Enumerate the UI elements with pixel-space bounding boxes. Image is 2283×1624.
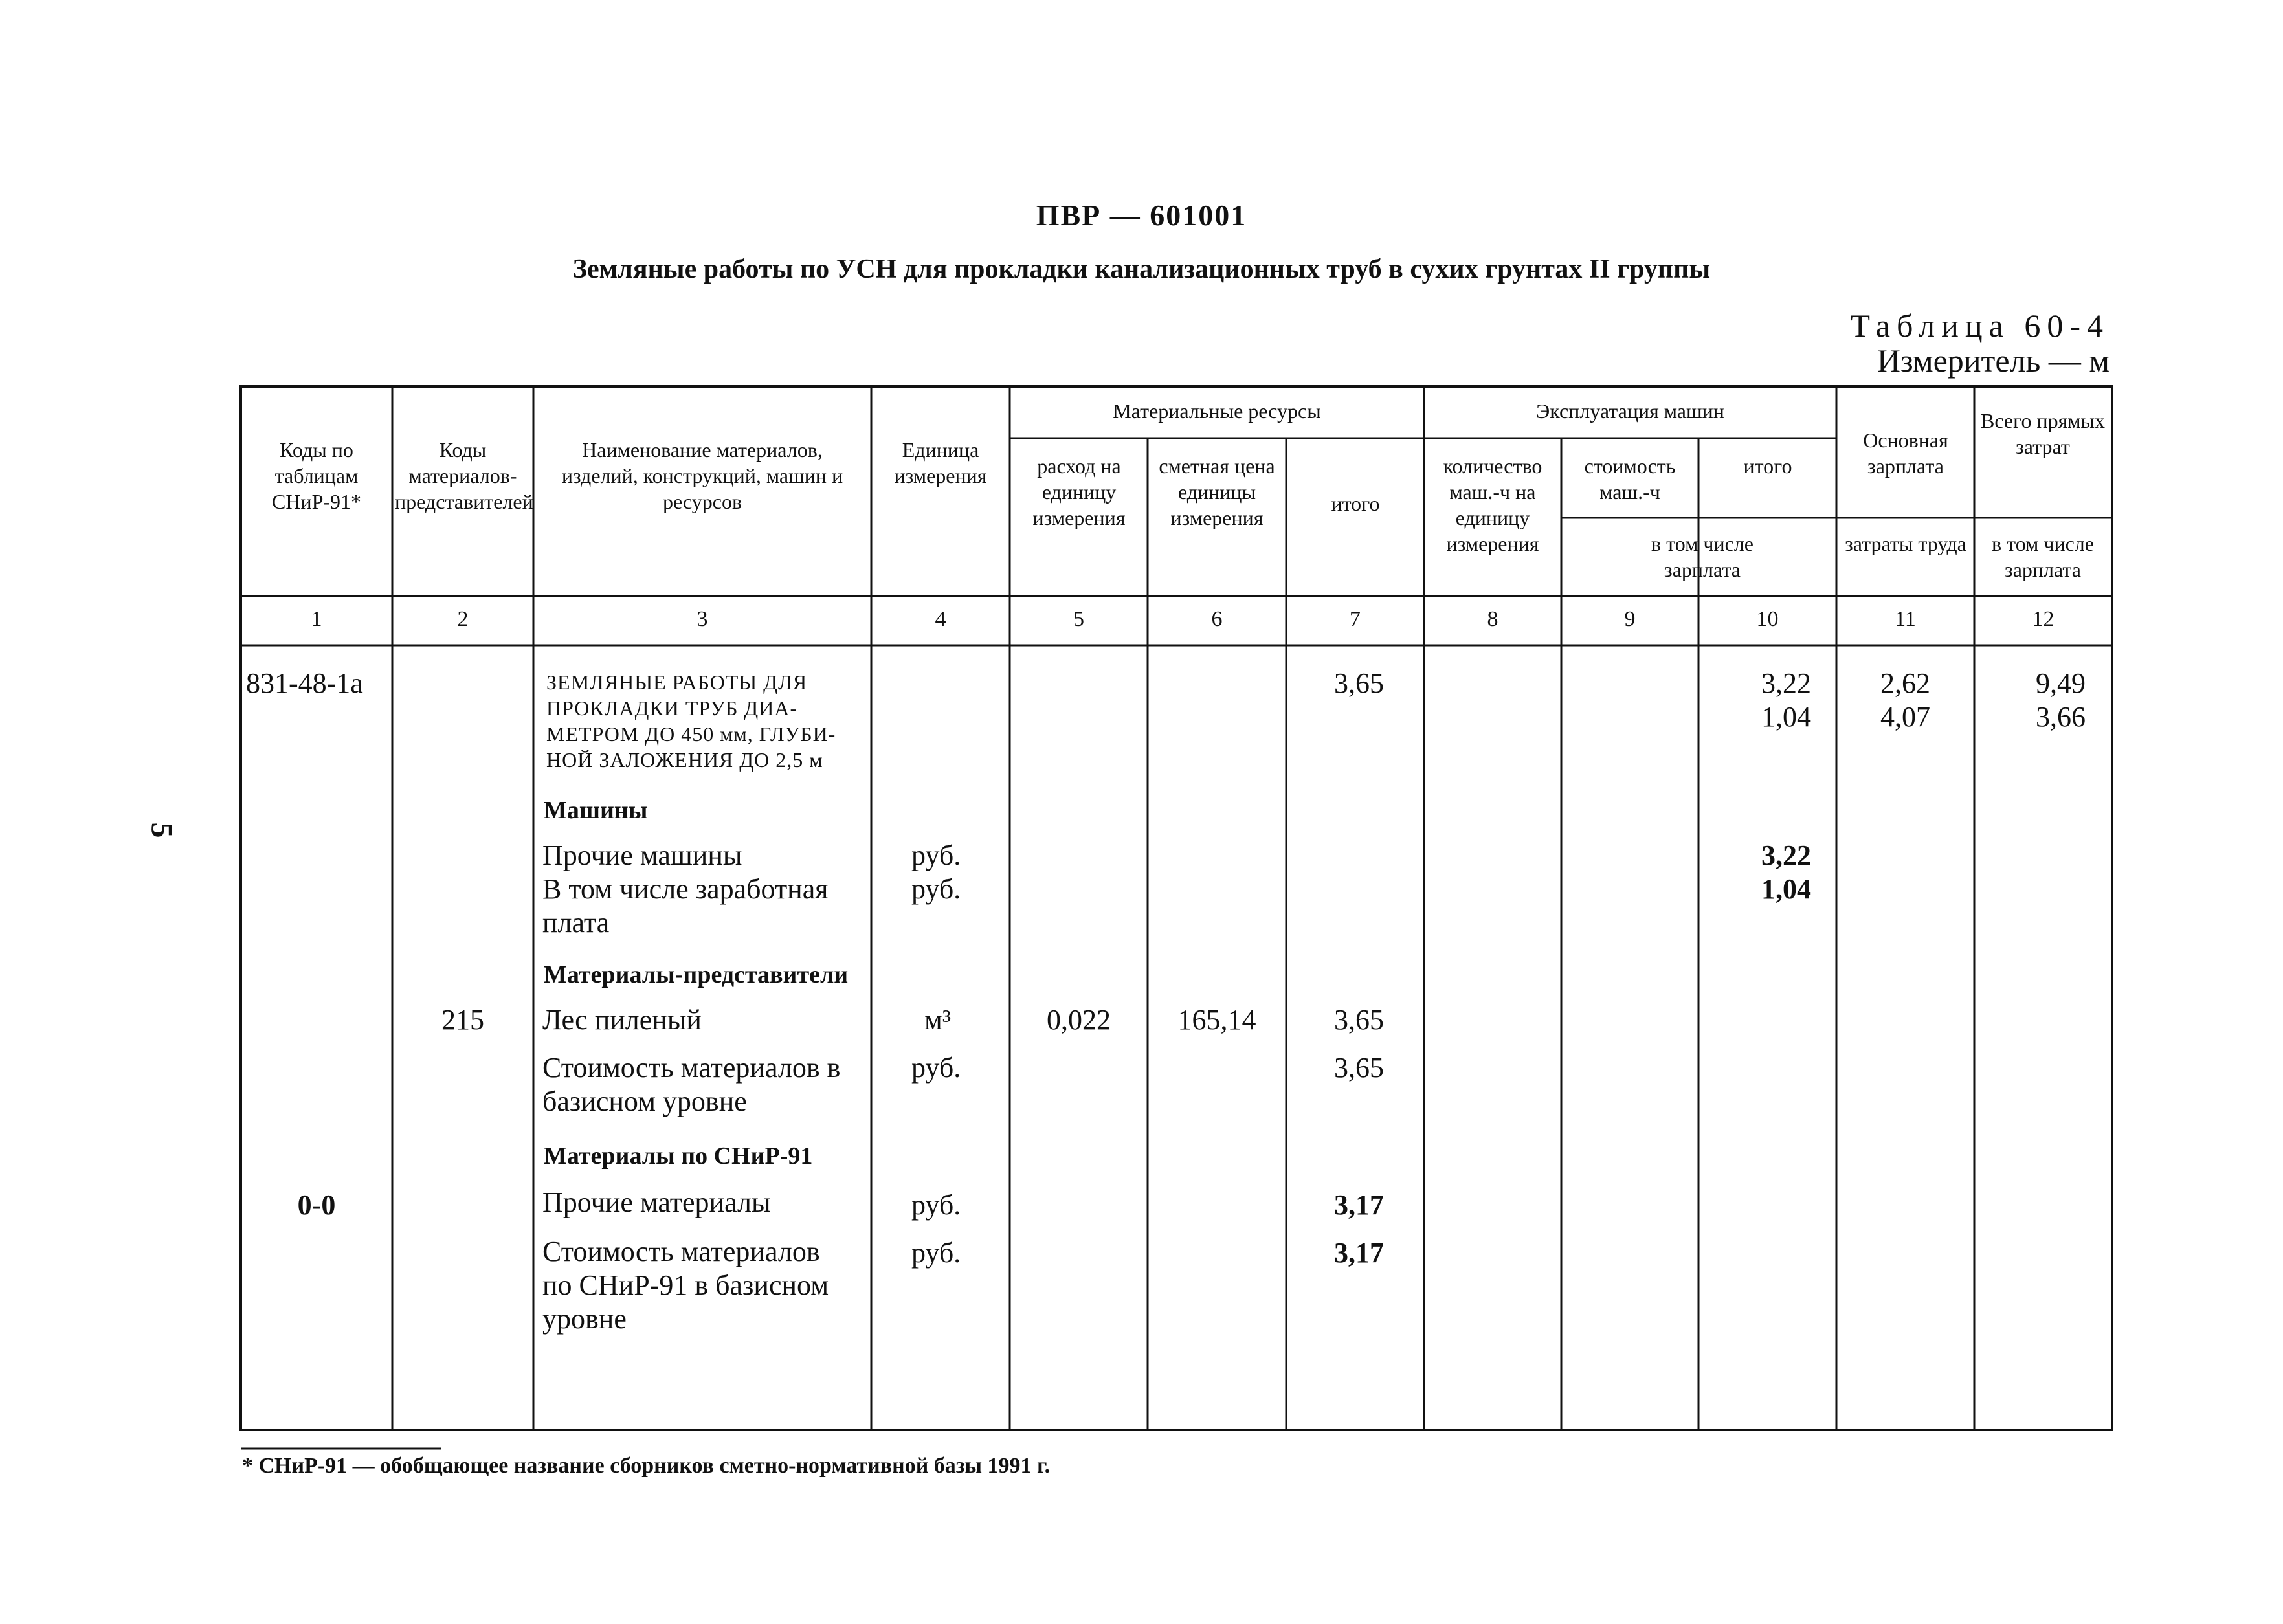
header-col7: итого — [1331, 492, 1380, 515]
col-number: 4 — [935, 607, 946, 631]
other-materials-7: 3,17 — [1334, 1189, 1384, 1221]
lumber-6: 165,14 — [1177, 1004, 1256, 1036]
snir-cost-line: Стоимость материалов — [542, 1236, 820, 1267]
work-10-b: 1,04 — [1761, 701, 1811, 733]
snir-cost-7: 3,17 — [1334, 1237, 1384, 1269]
other-machines-10: 3,22 — [1761, 840, 1811, 871]
col-number: 2 — [457, 607, 469, 631]
code-main: 831-48-1а — [246, 667, 363, 699]
mat-cost-line: Стоимость материалов в — [542, 1052, 841, 1084]
work-name-line: НОЙ ЗАЛОЖЕНИЯ ДО 2,5 м — [546, 748, 823, 772]
work-11-b: 4,07 — [1880, 701, 1930, 733]
work-12-a: 9,49 — [2036, 667, 2086, 699]
measure-label: Измеритель — м — [1877, 342, 2110, 379]
col-number: 5 — [1073, 607, 1084, 631]
mat-cost-line: базисном уровне — [542, 1085, 747, 1117]
snir-cost-line: уровне — [542, 1303, 627, 1335]
other-code: 0-0 — [297, 1189, 336, 1221]
work-name-line: ЗЕМЛЯНЫЕ РАБОТЫ ДЛЯ — [546, 671, 808, 694]
header-col9-10-sub: в том числе зарплата — [1651, 532, 1754, 581]
incl-wage-line: плата — [542, 907, 610, 939]
col-number: 7 — [1350, 607, 1361, 631]
header-col8: количество маш.-ч на единицу измерения — [1443, 454, 1542, 555]
work-total-7: 3,65 — [1334, 667, 1384, 699]
footnote: * СНиР-91 — обобщающее название сборников сметно-нормативной базы 1991 г. — [242, 1454, 1051, 1478]
header-col1: Коды по таблицам СНиР-91* — [271, 438, 362, 513]
page-number: 5 — [144, 822, 179, 838]
col-number: 12 — [2032, 607, 2055, 631]
work-10-a: 3,22 — [1761, 667, 1811, 699]
lumber-5: 0,022 — [1047, 1004, 1111, 1036]
doc-subtitle: Земляные работы по УСН для прокладки канализационных труб в сухих грунтах II группы — [572, 254, 1711, 284]
work-11-a: 2,62 — [1880, 667, 1930, 699]
incl-wage-line: В том числе заработная — [542, 873, 829, 905]
lumber-unit: м³ — [924, 1004, 952, 1036]
header-group-materials: Материальные ресурсы — [1113, 399, 1321, 423]
work-name-line: МЕТРОМ ДО 450 мм, ГЛУБИ- — [546, 722, 836, 746]
section-representatives: Материалы-представители — [544, 961, 849, 988]
header-col4: Единица измерения — [894, 438, 987, 487]
col-number: 3 — [696, 607, 708, 631]
header-col6: сметная цена единицы измерения — [1159, 454, 1275, 529]
incl-wage-10: 1,04 — [1761, 873, 1811, 905]
other-materials: Прочие материалы — [542, 1186, 771, 1218]
header-col12-sub: в том числе зарплата — [1992, 532, 2094, 581]
col-number: 10 — [1756, 607, 1779, 631]
section-snir: Материалы по СНиР-91 — [544, 1142, 813, 1170]
header-col10: итого — [1743, 454, 1792, 478]
header-group-machines: Эксплуатация машин — [1536, 399, 1724, 423]
work-name-line: ПРОКЛАДКИ ТРУБ ДИА- — [546, 696, 798, 720]
col-number: 6 — [1211, 607, 1223, 631]
table-label: Таблица 60-4 — [1850, 307, 2110, 344]
mat-cost-unit: руб. — [911, 1052, 961, 1084]
header-col3: Наименование материалов, изделий, конструкций, машин и ресурсов — [561, 438, 843, 513]
col-number: 11 — [1895, 607, 1916, 631]
header-col11-sub: затраты труда — [1845, 532, 1966, 555]
snir-cost-line: по СНиР-91 в базисном — [542, 1269, 829, 1301]
header-col11: Основная зарплата — [1863, 428, 1948, 478]
header-col5: расход на единицу измерения — [1032, 454, 1126, 529]
work-12-b: 3,66 — [2036, 701, 2086, 733]
lumber-7: 3,65 — [1334, 1004, 1384, 1036]
header-col12: Всего прямых затрат — [1980, 409, 2106, 458]
lumber: Лес пиленый — [542, 1004, 702, 1036]
section-machines: Машины — [544, 797, 648, 824]
other-machines-unit: руб. — [911, 840, 961, 871]
col-number: 8 — [1487, 607, 1498, 631]
incl-wage-unit: руб. — [911, 873, 961, 905]
other-machines: Прочие машины — [542, 840, 742, 871]
lumber-code: 215 — [441, 1004, 484, 1036]
mat-cost-7: 3,65 — [1334, 1052, 1384, 1084]
col-number: 9 — [1624, 607, 1636, 631]
col-number: 1 — [311, 607, 322, 631]
doc-title: ПВР — 601001 — [1036, 199, 1247, 232]
header-col9: стоимость маш.-ч — [1584, 454, 1676, 504]
snir-cost-unit: руб. — [911, 1237, 961, 1269]
other-materials-unit: руб. — [911, 1189, 961, 1221]
header-col2: Коды материалов-представителей — [395, 438, 533, 513]
